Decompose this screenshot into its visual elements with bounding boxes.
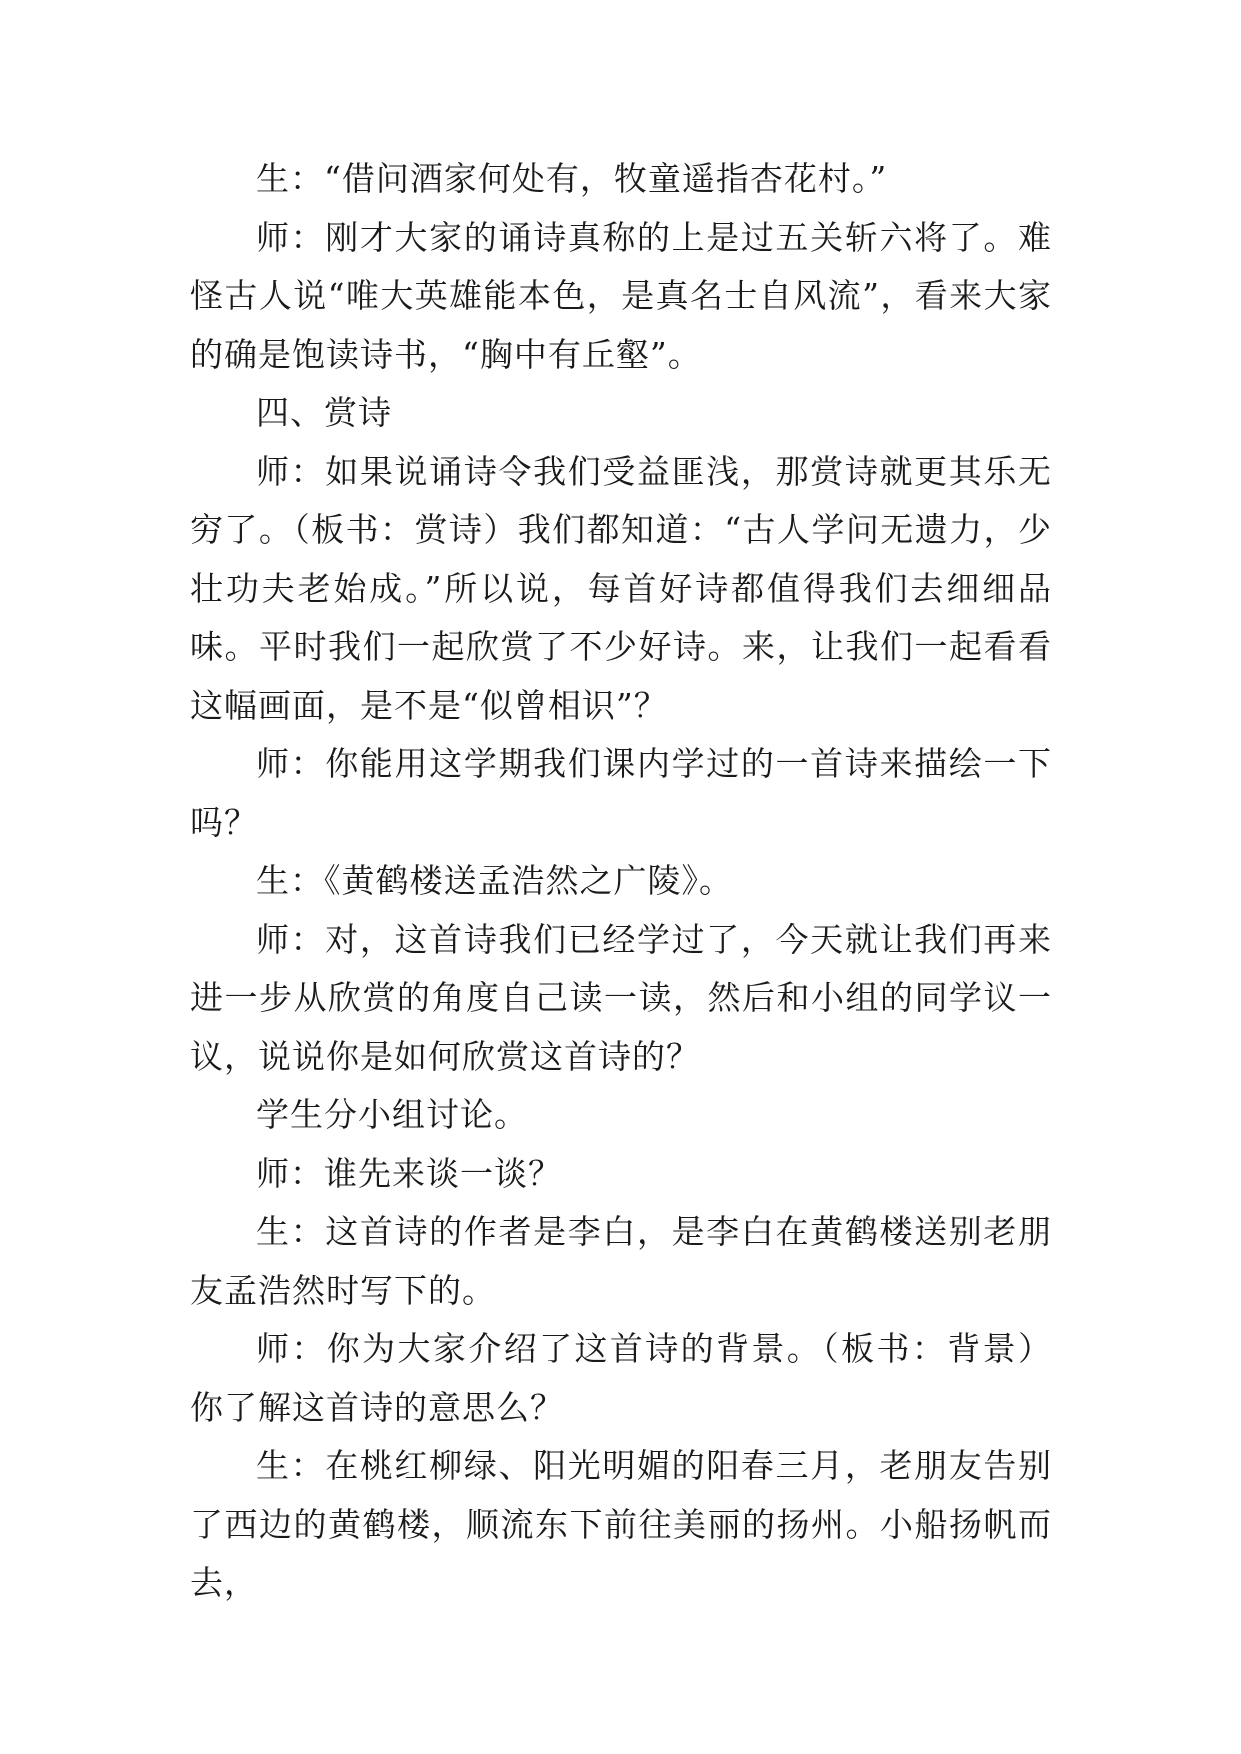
paragraph-student-author: 生：这首诗的作者是李白，是李白在黄鹤楼送别老朋友孟浩然时写下的。	[190, 1212, 1052, 1310]
paragraph-student-answer-title: 生：《黄鹤楼送孟浩然之广陵》。	[256, 861, 733, 900]
paragraph-student-poem-line: 生：“借问酒家何处有，牧童遥指杏花村。”	[256, 159, 888, 198]
paragraph-teacher-group-task: 师：对，这首诗我们已经学过了，今天就让我们再来进一步从欣赏的角度自己读一读，然后和小组的同学议一议，说说你是如何欣赏这首诗的？	[190, 919, 1052, 1076]
paragraph-teacher-background: 师：你为大家介绍了这首诗的背景。（板书：背景）你了解这首诗的意思么？	[190, 1329, 1052, 1427]
paragraph-teacher-intro-appreciation: 师：如果说诵诗令我们受益匪浅，那赏诗就更其乐无穷了。（板书：赏诗）我们都知道：“古人学问无遗力，少壮功夫老始成。”所以说，每首好诗都值得我们去细细品味。平时我们一起欣赏了不少好诗。来，让我们一起看看这幅画面，是不是“似曾相识”？	[190, 451, 1052, 725]
paragraph-teacher-praise: 师：刚才大家的诵诗真称的上是过五关斩六将了。难怪古人说“唯大英雄能本色，是真名士自风流”，看来大家的确是饱读诗书，“胸中有丘壑”。	[190, 217, 1052, 374]
paragraph-student-meaning: 生：在桃红柳绿、阳光明媚的阳春三月，老朋友告别了西边的黄鹤楼，顺流东下前往美丽的扬州。小船扬帆而去，	[190, 1446, 1052, 1602]
paragraph-teacher-who-first: 师：谁先来谈一谈？	[256, 1153, 562, 1193]
paragraph-teacher-question: 师：你能用这学期我们课内学过的一首诗来描绘一下吗？	[190, 744, 1052, 842]
page-body	[190, 150, 1052, 1613]
section-heading-appreciate-poem: 四、赏诗	[256, 393, 392, 432]
paragraph-group-discussion: 学生分小组讨论。	[256, 1095, 528, 1134]
